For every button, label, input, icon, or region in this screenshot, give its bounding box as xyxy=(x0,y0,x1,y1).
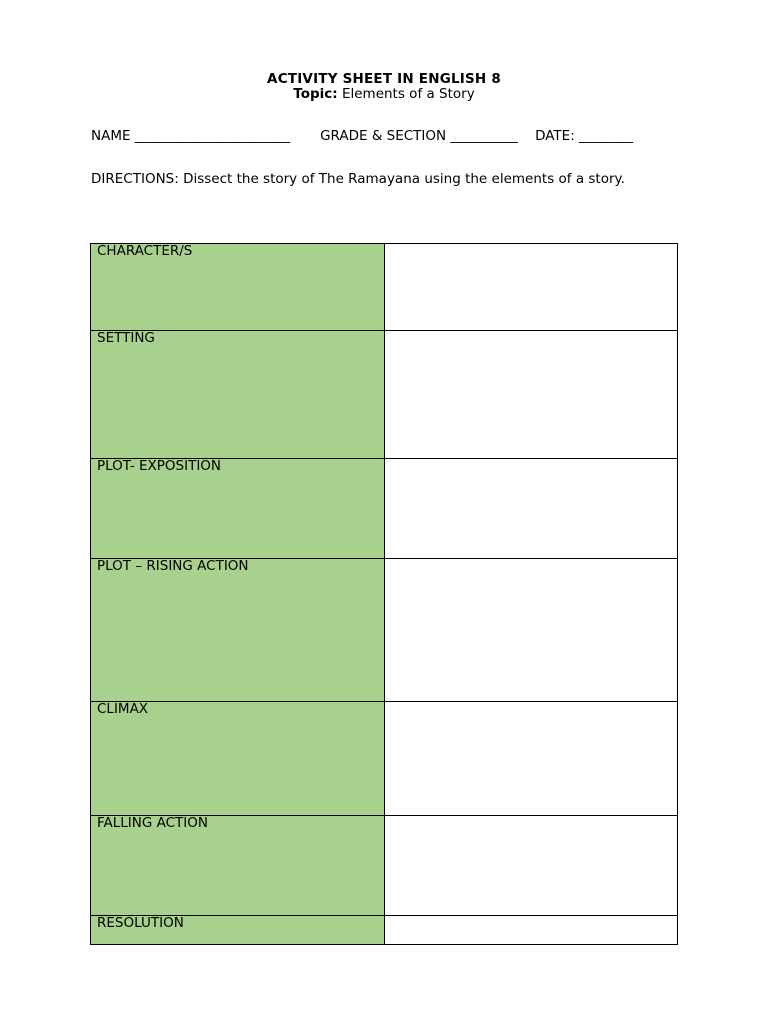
table-row xyxy=(91,916,678,945)
element-label-cell xyxy=(91,244,385,331)
element-label-cell xyxy=(91,331,385,459)
story-elements-table xyxy=(90,243,678,945)
table-row xyxy=(91,816,678,916)
element-label: PLOT- EXPOSITION xyxy=(97,458,222,474)
directions-text: DIRECTIONS: Dissect the story of The Ramayana using the elements of a story. xyxy=(91,171,625,187)
answer-cell[interactable] xyxy=(385,244,678,331)
table-row xyxy=(91,459,678,559)
element-label-cell xyxy=(91,816,385,916)
table-row xyxy=(91,331,678,459)
element-label: CHARACTER/S xyxy=(97,243,193,259)
element-label: RESOLUTION xyxy=(97,915,184,931)
element-label: FALLING ACTION xyxy=(97,815,209,831)
element-label-cell xyxy=(91,916,385,945)
answer-cell[interactable] xyxy=(385,331,678,459)
element-label: SETTING xyxy=(97,330,155,346)
element-label-cell xyxy=(91,559,385,702)
topic-label: Topic: xyxy=(293,86,338,102)
topic-value: Elements of a Story xyxy=(337,86,475,102)
topic-line xyxy=(0,86,768,102)
answer-cell[interactable] xyxy=(385,702,678,816)
answer-cell[interactable] xyxy=(385,816,678,916)
answer-cell[interactable] xyxy=(385,459,678,559)
answer-cell[interactable] xyxy=(385,559,678,702)
answer-cell[interactable] xyxy=(385,916,678,945)
element-label-cell xyxy=(91,459,385,559)
element-label: PLOT – RISING ACTION xyxy=(97,558,249,574)
element-label: CLIMAX xyxy=(97,701,149,717)
table-row xyxy=(91,702,678,816)
student-info-line: NAME _______________________ GRADE & SECTION __________ DATE: ________ xyxy=(91,128,634,144)
table-row xyxy=(91,244,678,331)
sheet-title: ACTIVITY SHEET IN ENGLISH 8 xyxy=(267,71,501,87)
element-label-cell xyxy=(91,702,385,816)
table-row xyxy=(91,559,678,702)
